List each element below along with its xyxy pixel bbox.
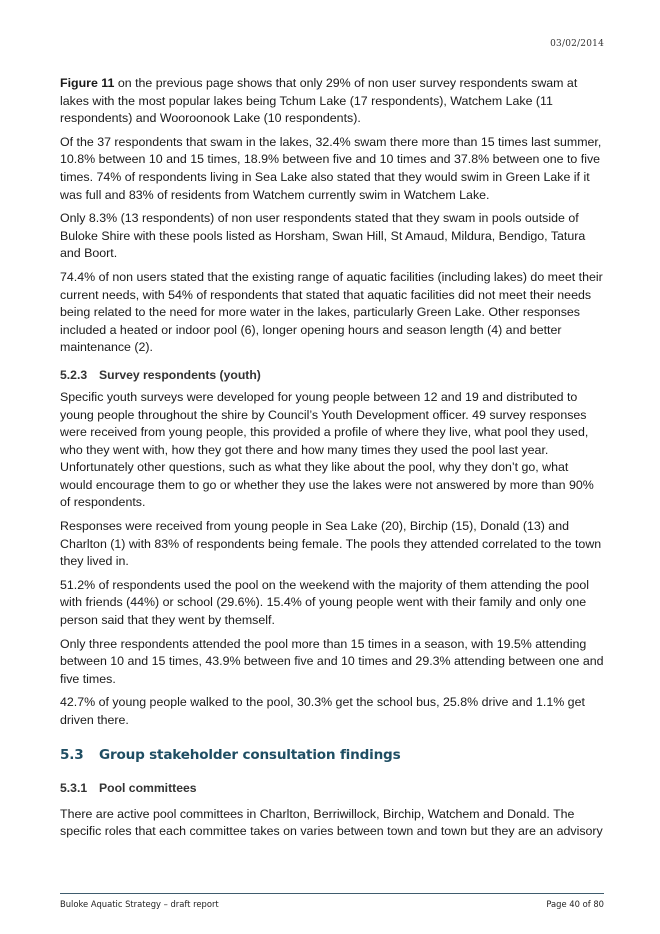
- heading-title: Survey respondents (youth): [99, 367, 261, 382]
- paragraph-figure-11: [60, 75, 604, 128]
- paragraph-youth-responses: Responses were received from young people in Sea Lake (20), Birchip (15), Donald (13) and Charlton (1) with 83% of respondents being female. The pools they attended correlated to the town they lived in.: [60, 519, 602, 569]
- heading-number: 5.2.3: [60, 367, 88, 382]
- footer-row: [60, 898, 604, 910]
- figure-reference: Figure 11: [60, 76, 115, 90]
- heading-5-3: [60, 746, 604, 764]
- paragraph-youth-surveys: Specific youth surveys were developed for young people between 12 and 19 and distributed to young people throughout the shire by Council’s Youth Development officer. 49 survey responses were received from young people, this provided a profile of where they live, what pool they used, who they went with, how they got there and how many times they used the pool last year. Unfortunately other questions, such as what they like about the pool, why they don’t go, what would encourage them to go or whether they use the lakes were not answered by more than 90% of respondents.: [60, 389, 594, 510]
- paragraph-outside-pools: Only 8.3% (13 respondents) of non user respondents stated that they swam in pools outside of Buloke Shire with these pools listed as Horsham, Swan Hill, St Amaud, Mildura, Bendigo, Tatura and Boort.: [60, 211, 586, 261]
- paragraph-youth-transport: 42.7% of young people walked to the pool, 30.3% get the school bus, 25.8% drive and 1.1% get driven there.: [60, 695, 585, 727]
- heading-title: Pool committees: [99, 780, 197, 795]
- document-body: [60, 75, 604, 847]
- heading-5-2-3: [60, 367, 604, 383]
- heading-number: 5.3.1: [60, 780, 88, 795]
- paragraph-lake-swim-frequency: Of the 37 respondents that swam in the lakes, 32.4% swam there more than 15 times last summer, 10.8% between 10 and 15 times, 18.9% between five and 10 times and 37.8% between one to five times. 74% of respondents living in Sea Lake also stated that they would swim in Green Lake if it was full and 83% of residents from Watchem currently swim in Watchem Lake.: [60, 134, 602, 202]
- heading-number: 5.3: [60, 746, 84, 763]
- paragraph-text: on the previous page shows that only 29% of non user survey respondents swam at lakes with the most popular lakes being Tchum Lake (17 respondents), Watchem Lake (11 respondents) and Wooroonook Lake (10 respondents).: [60, 76, 578, 126]
- header-date: 03/02/2014: [550, 39, 604, 49]
- footer-document-title: Buloke Aquatic Strategy – draft report: [60, 899, 219, 909]
- footer-divider: [60, 893, 604, 894]
- paragraph-youth-attendance: 51.2% of respondents used the pool on the weekend with the majority of them attending the pool with friends (44%) or school (29.6%). 15.4% of young people went with their family and only one person said that they went by themself.: [60, 577, 590, 628]
- paragraph-pool-committees: There are active pool committees in Charlton, Berriwillock, Birchip, Watchem and Donald. The specific roles that each committee takes on varies between town and town but they are an advisory: [60, 806, 603, 839]
- heading-title: Group stakeholder consultation findings: [99, 746, 401, 763]
- paragraph-youth-frequency: Only three respondents attended the pool more than 15 times in a season, with 19.5% attending between 10 and 15 times, 43.9% between five and 10 times and 29.3% attending between one and five times.: [60, 636, 604, 686]
- footer-page-number: Page 40 of 80: [546, 899, 604, 909]
- paragraph-facility-needs: 74.4% of non users stated that the existing range of aquatic facilities (including lakes) do meet their current needs, with 54% of respondents that stated that aquatic facilities did not meet their needs being related to the need for more water in the lakes, particularly Green Lake. Other responses included a heated or indoor pool (6), longer opening hours and season length (4) and better maintenance (2).: [60, 269, 603, 355]
- page-footer: [60, 883, 604, 910]
- heading-5-3-1: [60, 780, 604, 796]
